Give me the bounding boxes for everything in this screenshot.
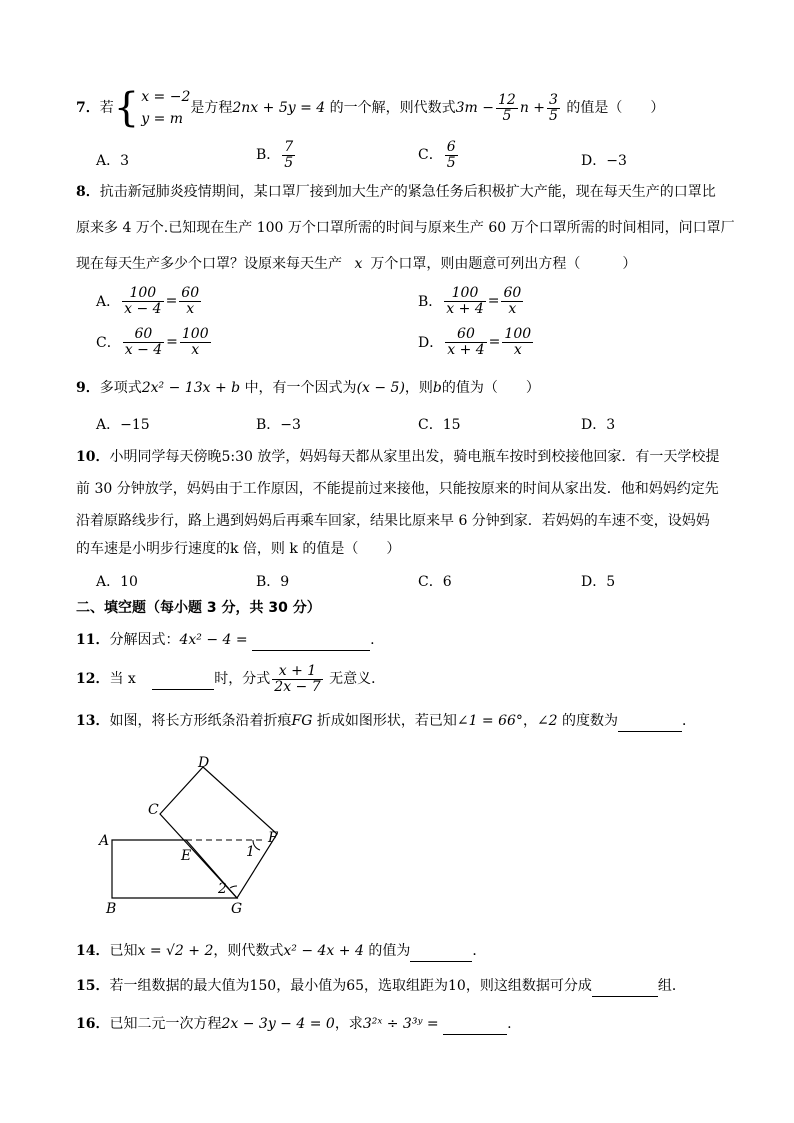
equation: 2nx + 5y = 4 [232,100,326,116]
option-a[interactable]: A．−15 [96,417,150,433]
question-8-line-1: 8．抗击新冠肺炎疫情期间，某口罩厂接到加大生产的紧急任务后积极扩大产能，现在每天生产的口罩比 [76,184,716,200]
question-9: 9．多项式2x² − 13x + b 中，有一个因式为(x − 5)，则b的值为（ ） [76,380,540,396]
option-d[interactable]: D．−3 [581,153,627,169]
option-c[interactable]: C． $\frac{6}{5}$ [418,139,456,171]
question-8-line-3: 现在每天生产多少个口罩？设原来每天生产 x 万个口罩，则由题意可列出方程（ ） [76,256,637,272]
label-angle-1: 1 [246,844,255,860]
question-16: 16．已知二元一次方程2x − 3y − 4 = 0，求3²ˣ ÷ 3³ʸ = . [76,1014,512,1035]
question-12: 12．当 x 时，分式 $\frac{x + 1}{2x - 7}$ 无意义． [76,663,386,695]
angle-2-arc [230,886,237,888]
option-d[interactable]: D．3 [581,417,616,433]
question-10-line-4: 的车速是小明步行速度的k 倍，则 k 的值是（ ） [76,541,401,557]
folded-part [160,767,277,898]
answer-blank[interactable] [252,630,370,651]
question-number: 11． [76,632,110,648]
label-g: G [231,901,243,917]
label-c: C [148,802,159,818]
question-11: 11．分解因式：4x² − 4 = . [76,630,375,651]
option-b[interactable]: B．−3 [256,417,301,433]
question-number: 15． [76,978,110,994]
question-number: 16． [76,1016,110,1032]
answer-blank[interactable] [443,1014,507,1035]
question-number: 13． [76,713,110,729]
question-number: 8． [76,184,100,200]
question-number: 9． [76,380,100,396]
label-angle-2: 2 [218,881,227,897]
label-d: D [198,755,210,771]
question-14: 14．已知x = √2 + 2，则代数式x² − 4x + 4 的值为 ． [76,941,486,962]
answer-blank[interactable] [410,941,472,962]
question-number: 14． [76,943,110,959]
answer-blank[interactable] [592,976,658,997]
option-c[interactable]: C．6 [418,574,452,590]
question-15: 15．若一组数据的最大值为150，最小值为65，选取组距为10，则这组数据可分成 组． [76,976,686,997]
question-number: 10． [76,449,110,465]
question-7: 7．若{ x = −2 y = m 是方程2nx + 5y = 4 的一个解，则代数式3m − $\frac{12}{5}$ n + $\frac{3}{5}$ 的值是（ ） [76,85,665,131]
answer-blank[interactable] [152,669,214,690]
label-f: F [268,830,278,846]
equation-system: x = −2 y = m [141,89,191,127]
label-a: A [99,833,110,849]
question-10-line-2: 前 30 分钟放学，妈妈由于工作原因，不能提前过来接他，只能按原来的时间从家出发．他和妈妈约定先 [76,481,719,497]
question-10-line-1: 10．小明同学每天傍晚5:30 放学，妈妈每天都从家里出发，骑电瓶车按时到校接他回家．有一天学校提 [76,449,720,465]
fraction: $\frac{12}{5}$ [498,91,516,124]
question-8-line-2: 原来多 4 万个.已知现在生产 100 万个口罩所需的时间与原来生产 60 万个口罩所需的时间相同，问口罩厂 [76,220,735,236]
option-a[interactable]: A． $\frac{100}{x - 4}$ = $\frac{60}{x}$ [96,285,200,317]
option-b[interactable]: B．9 [256,574,290,590]
section-heading: 二、填空题（每小题 3 分，共 30 分） [76,600,321,616]
system-brace: { [113,85,140,131]
question-13: 13．如图，将长方形纸条沿着折痕FG 折成如图形状，若已知∠1 = 66°，∠2 的度数为 ． [76,711,696,732]
label-b: B [106,901,117,917]
question-10-line-3: 沿着原路线步行，路上遇到妈妈后再乘车回家，结果比原来早 6 分钟到家．若妈妈的车速不变，设妈妈 [76,513,710,529]
option-b[interactable]: B． $\frac{7}{5}$ [256,139,294,171]
option-b[interactable]: B． $\frac{100}{x + 4}$ = $\frac{60}{x}$ [418,285,522,317]
option-a[interactable]: A．10 [96,574,138,590]
question-number: 7． [76,100,100,116]
fraction: $\frac{3}{5}$ [549,91,558,124]
option-a[interactable]: A．3 [96,153,130,169]
answer-blank[interactable] [618,711,682,732]
option-d[interactable]: D．5 [581,574,616,590]
option-c[interactable]: C． $\frac{60}{x - 4}$ = $\frac{100}{x}$ [96,326,209,358]
question-number: 12． [76,671,110,688]
option-d[interactable]: D． $\frac{60}{x + 4}$ = $\frac{100}{x}$ [418,326,532,358]
fraction: $\frac{x + 1}{2x - 7}$ [274,663,321,695]
folded-strip-figure [92,752,312,922]
label-e: E [181,848,192,864]
option-c[interactable]: C．15 [418,417,461,433]
